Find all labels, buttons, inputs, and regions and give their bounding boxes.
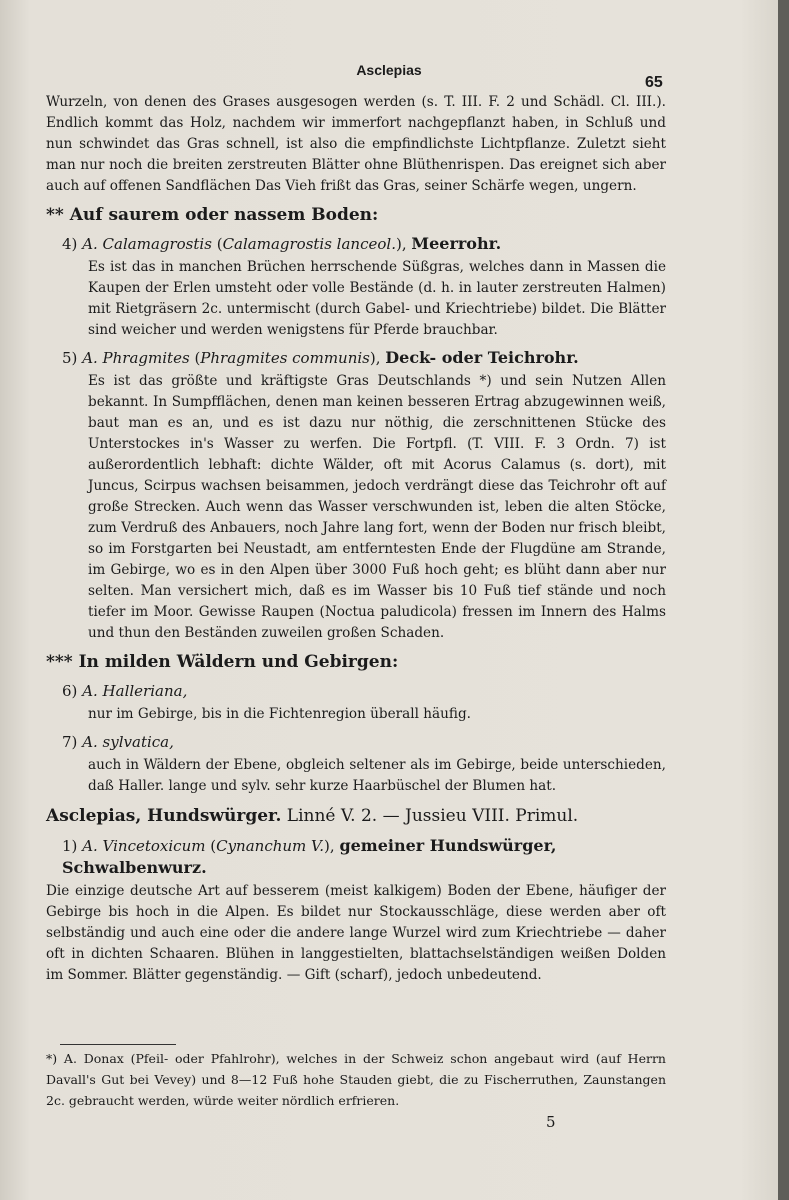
running-head: Asclepias (356, 62, 422, 78)
synonym: Cynanchum V. (216, 837, 325, 855)
synonym-open: ( (194, 349, 201, 367)
species-name: A. Halleriana, (82, 682, 188, 700)
synonym-close: ), (395, 235, 407, 253)
entry-number: 1) (62, 837, 78, 855)
common-name: Meerrohr. (411, 234, 502, 253)
synonym: Calamagrostis lanceol. (222, 235, 396, 253)
entry-1-heading (62, 835, 666, 879)
species-name: A. Vincetoxicum (82, 837, 206, 855)
entry-4-text: Es ist das in manchen Brüchen herrschende Süßgras, welches dann in Massen die Kaupen der Erlen umsteht oder volle Bestände (d. h. in lauter zerstreuten Halmen) mit Rietgräsern 2c. untermischt (durch Gabel- und Kriechtriebe) bildet. Die Blätter sind weicher und werden wenigstens für Pferde brauchbar. (88, 259, 666, 338)
entry-7-text: auch in Wäldern der Ebene, obgleich seltener als im Gebirge, beide unterschieden, daß Haller. lange und sylv. sehr kurze Haarbüschel der Blumen hat. (88, 757, 666, 794)
entry-4-heading (62, 233, 666, 255)
paragraph-continuation: Wurzeln, von denen des Grases ausgesogen werden (s. T. III. F. 2 und Schädl. Cl. III.). Endlich kommt das Holz, nachdem wir immerfort nachgepflanzt haben, in Schluß und nun schwindet das Gras schnell, ist also die empfindlichste Lichtpflanze. Zuletzt sieht man nur noch die breiten zerstreuten Blätter ohne Blüthenrispen. Das ereignet sich aber auch auf offenen Sandflächen Das Vieh frißt das Gras, seiner Schärfe wegen, ungern. (46, 94, 666, 194)
synonym-close: ), (324, 837, 335, 855)
page-number: 65 (645, 74, 663, 91)
genus-heading (46, 803, 666, 829)
synonym-open: ( (210, 837, 217, 855)
signature-mark: 5 (546, 1113, 556, 1131)
entry-5-heading (62, 347, 666, 369)
synonym-close: ), (369, 349, 381, 367)
entry-number: 5) (62, 349, 78, 367)
footnote: *) A. Donax (Pfeil- oder Pfahlrohr), welches in der Schweiz schon angebaut wird (auf Herrn Davall's Gut bei Vevey) und 8—12 Fuß hohe Stauden giebt, die zu Fischerruthen, Zaunstangen 2c. gebraucht werden, würde weiter nördlich erfrieren. (46, 1051, 666, 1108)
entry-5-text: Es ist das größte und kräftigste Gras Deutschlands *) und sein Nutzen Allen bekannt. In Sumpfflächen, denen man keinen besseren Ertrag abzugewinnen weiß, baut man es an, und es ist dazu nur nöthig, die zerschnittenen Stücke des Unterstockes in's Wasser zu werfen. Die Fortpfl. (T. VIII. F. 3 Ordn. 7) ist außerordentlich lebhaft: dichte Wälder, oft mit Acorus Calamus (s. dort), mit Juncus, Scirpus wachsen beisammen, jedoch verdrängt diese das Teichrohr oft auf große Strecken. Auch wenn das Wasser verschwunden ist, leben die alten Stöcke, zum Verdruß des Anbauers, noch Jahre lang fort, wenn der Boden nur frisch bleibt, so im Forstgarten bei Neustadt, am entferntesten Ende der Flugdüne am Strande, im Gebirge, wo es in den Alpen über 3000 Fuß hoch geht; es blüht dann aber nur selten. Man versichert mich, daß es im Wasser bis 10 Fuß tief stände und noch tiefer im Moor. Gewisse Raupen (Noctua paludicola) fressen im Innern des Halms und thun den Beständen zuweilen großen Schaden. (88, 373, 666, 641)
page-edge-shadow (778, 0, 789, 1200)
genus-name: Asclepias, Hundswürger. (46, 806, 282, 826)
common-name: gemeiner Hundswürger, Schwalbenwurz. (62, 836, 557, 877)
species-name: A. sylvatica, (82, 733, 174, 751)
synonym-open: ( (216, 235, 223, 253)
synonym: Phragmites communis (200, 349, 370, 367)
entry-1-text: Die einzige deutsche Art auf besserem (meist kalkigem) Boden der Ebene, häufiger der Gebirge bis hoch in die Alpen. Es bildet nur Stockausschläge, diese werden aber oft selbständig und auch eine oder die andere lange Wurzel wird zum Kriechtriebe — daher oft in dichten Schaaren. Blühen in langgestielten, blattachselständigen weißen Dolden im Sommer. Blätter gegenständig. — Gift (scharf), jedoch unbedeutend. (46, 883, 666, 983)
entry-number: 4) (62, 235, 78, 253)
genus-classification: Linné V. 2. — Jussieu VIII. Primul. (286, 806, 579, 826)
species-name: A. Phragmites (82, 349, 190, 367)
section-heading-sauer: ** Auf saurem oder nassem Boden: (46, 205, 379, 225)
entry-number: 7) (62, 733, 78, 751)
common-name: Deck- oder Teichrohr. (385, 348, 579, 367)
entry-number: 6) (62, 682, 78, 700)
entry-7-heading (62, 731, 666, 753)
footnote-rule (60, 1044, 176, 1045)
main-text (46, 92, 666, 986)
entry-6-text: nur im Gebirge, bis in die Fichtenregion überall häufig. (88, 706, 472, 722)
species-name: A. Calamagrostis (82, 235, 212, 253)
section-heading-mild: *** In milden Wäldern und Gebirgen: (46, 652, 399, 672)
entry-6-heading (62, 680, 666, 702)
